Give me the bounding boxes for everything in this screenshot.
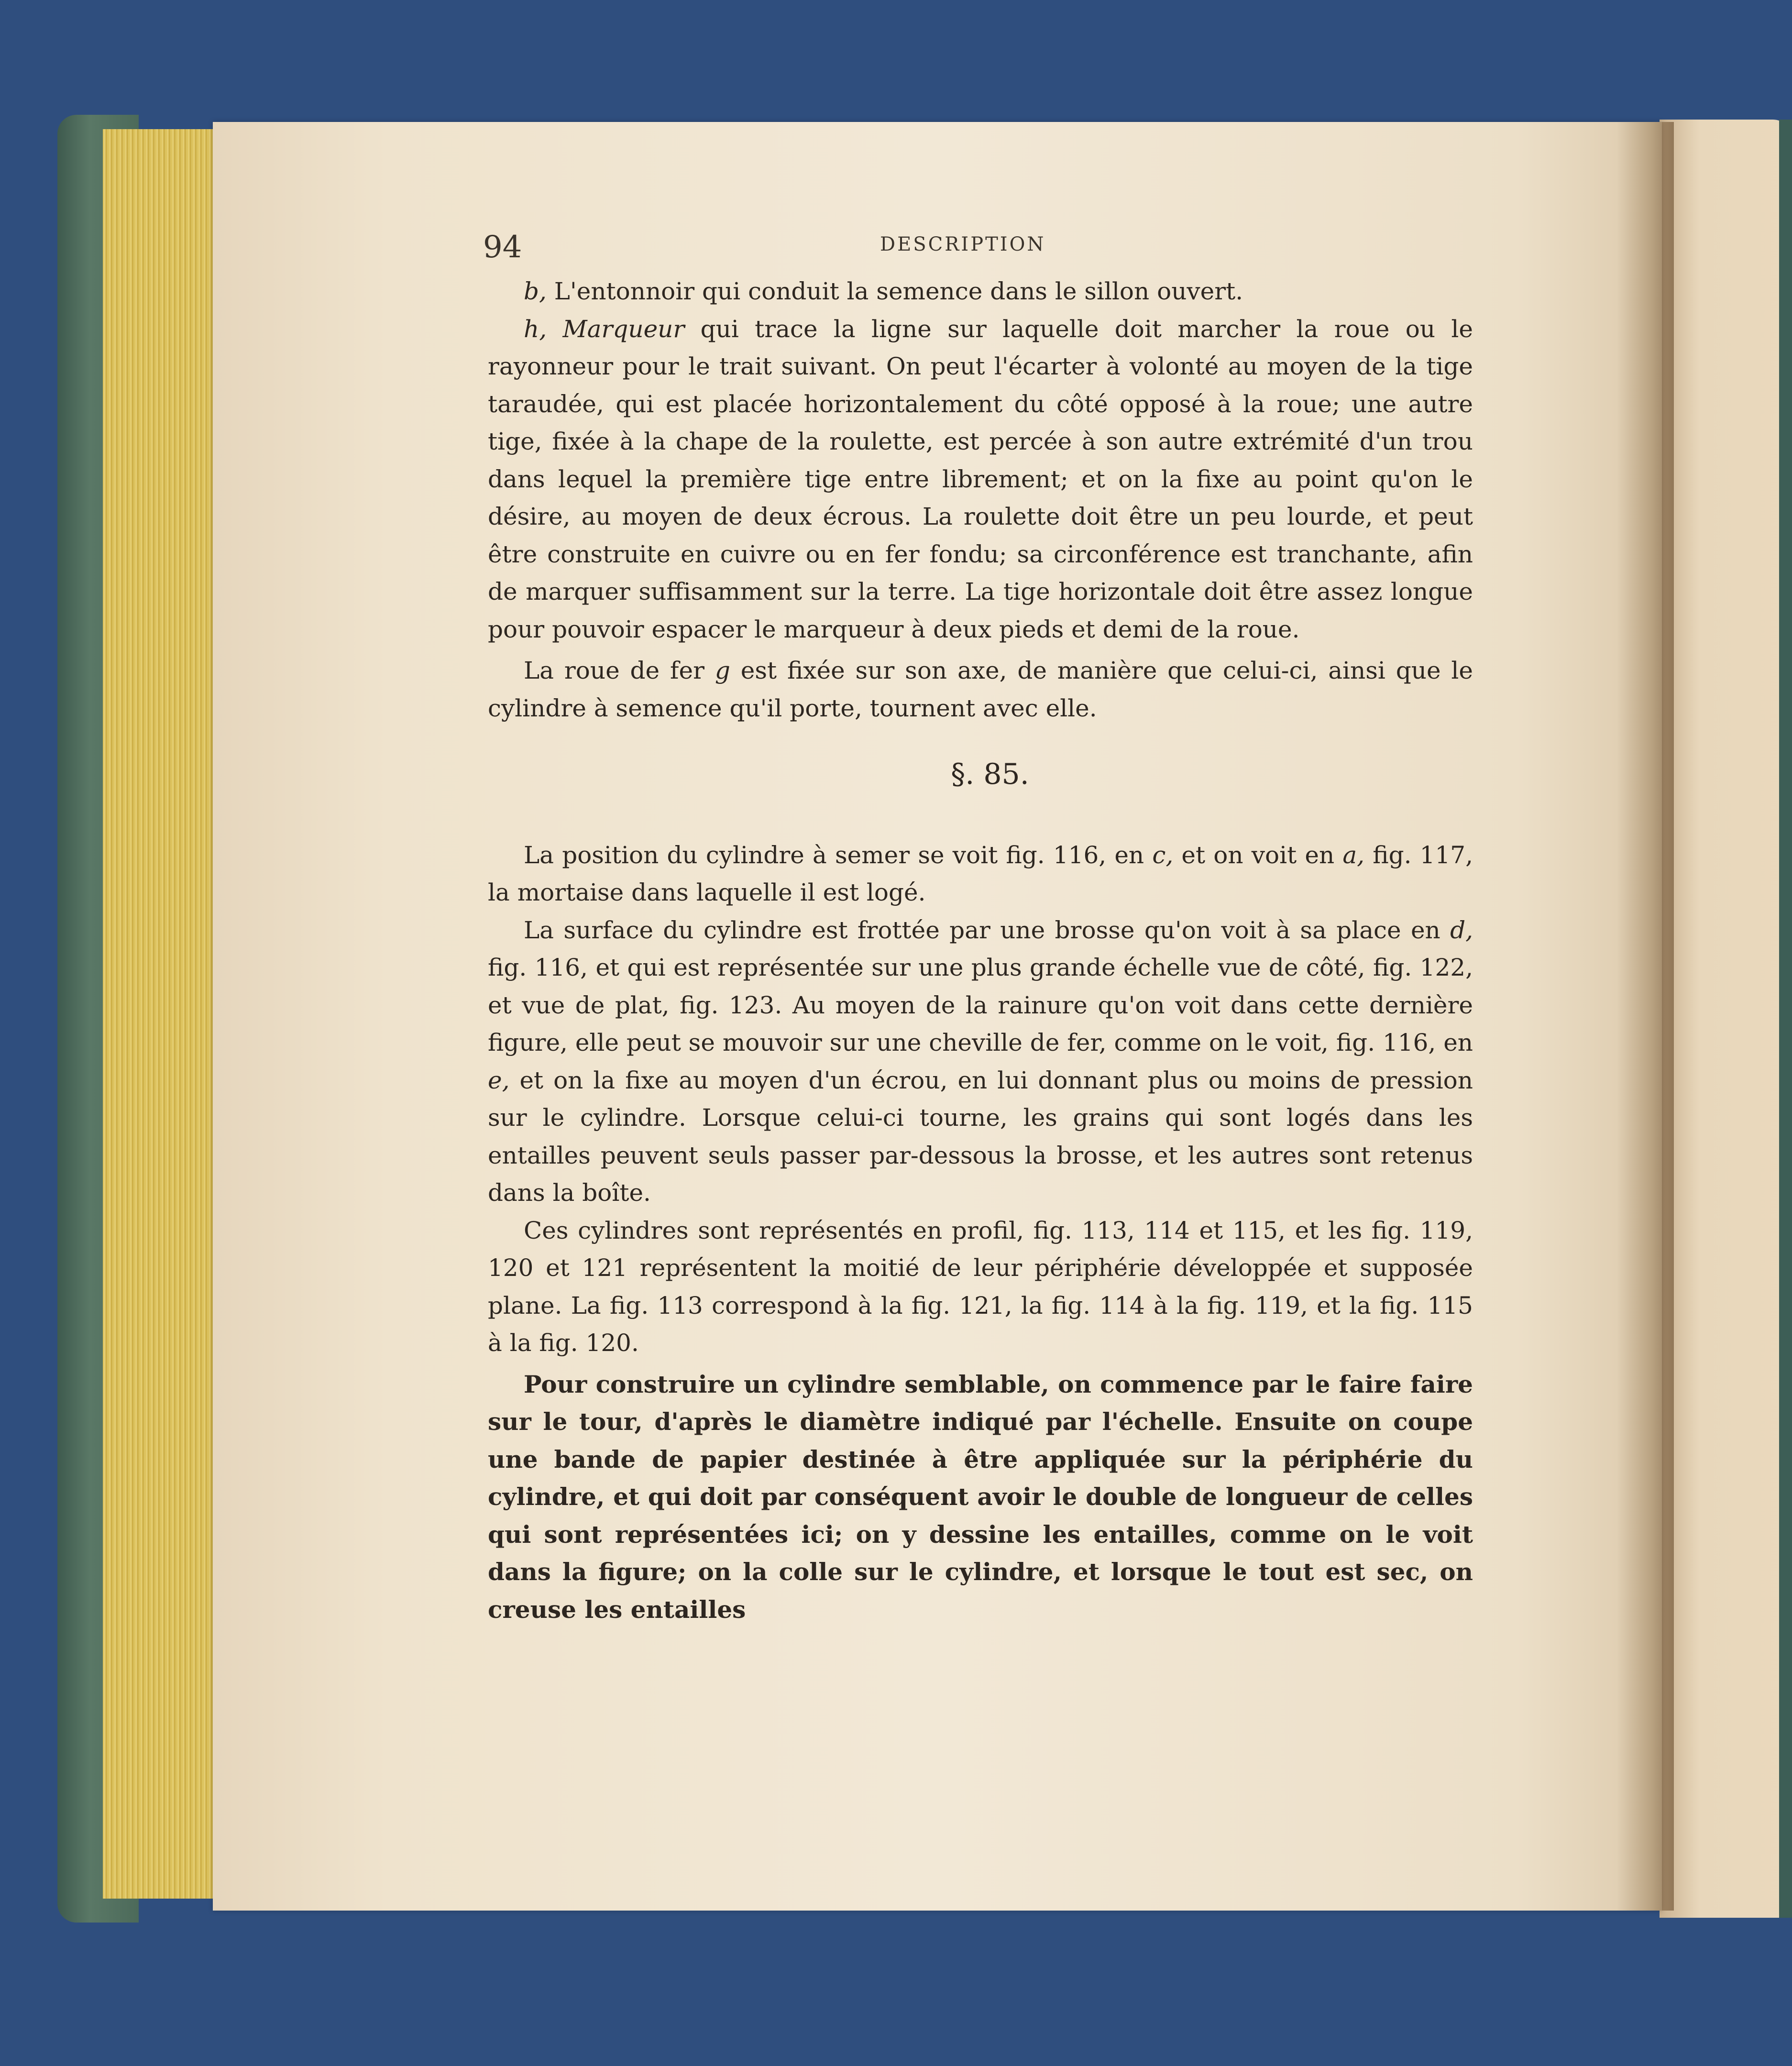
- page-gutter-shadow: [1616, 122, 1674, 1911]
- paragraph-h: [488, 310, 1473, 648]
- paragraph-cylindres: Ces cylindres sont représentés en profil, fig. 113, 114 et 115, et les fig. 119, 120 et 121 représentent la moitié de leur périphérie développée et supposée plane. La fig. 113 correspond à la fig. 121, la fig. 114 à la fig. 119, et la fig. 115 à la fig. 120.: [488, 1216, 1473, 1357]
- paragraph-roue-text-a: La roue de fer: [524, 657, 715, 684]
- paragraph-roue: [488, 652, 1473, 727]
- paragraph-b-text: L'entonnoir qui conduit la semence dans le sillon ouvert.: [546, 277, 1243, 305]
- section-heading: §. 85.: [951, 758, 1029, 791]
- item-letter-e: e,: [488, 1066, 510, 1094]
- item-letter-g: g: [715, 657, 730, 684]
- running-head: [483, 230, 1143, 268]
- item-letter-a: a,: [1342, 841, 1365, 869]
- paragraph-position-text-c: fig. 117, la mortaise dans laquelle il est logé.: [488, 841, 1473, 906]
- paragraph-surface-text-c: et on la fixe au moyen d'un écrou, en lui donnant plus ou moins de pression sur le cylindre. Lorsque celui-ci tourne, les grains qui sont logés dans les entailles peuvent seuls passer par-dessous la brosse, et les autres sont retenus dans la boîte.: [488, 1066, 1473, 1207]
- paragraph-surface-text-b: fig. 116, et qui est représentée sur une plus grande échelle vue de côté, fig. 122, et vue de plat, fig. 123. Au moyen de la rainure qu'on voit dans cette dernière figure, elle peut se mouvoir sur une cheville de fer, comme on le voit, fig. 116, en: [488, 954, 1473, 1056]
- page-body-text: [488, 273, 1473, 1628]
- item-letter-h: h,: [524, 315, 547, 343]
- paragraph-position-text-a: La position du cylindre à semer se voit fig. 116, en: [524, 841, 1153, 869]
- paragraph-surface-text-a: La surface du cylindre est frottée par une brosse qu'on voit à sa place en: [524, 916, 1451, 944]
- page-edges: [103, 129, 218, 1899]
- running-head-title: DESCRIPTION: [880, 233, 1046, 255]
- book-cover-right-edge: [1779, 120, 1792, 1918]
- paragraph-surface: [488, 912, 1473, 1212]
- paragraph-construire: Pour construire un cylindre semblable, on commence par le faire faire sur le tour, d'après le diamètre indiqué par l'échelle. Ensuite on coupe une bande de papier destinée à être appliquée sur la périphérie du cylindre, et qui doit par conséquent avoir le double de longueur de celles qui sont représentées ici; on y dessine les entailles, comme on le voit dans la figure; on la colle sur le cylindre, et lorsque le tout est sec, on creuse les entailles: [488, 1370, 1473, 1624]
- paragraph-position: [488, 836, 1473, 912]
- item-letter-d: d,: [1450, 916, 1473, 944]
- item-letter-c: c,: [1152, 841, 1174, 869]
- paragraph-b: [488, 273, 1473, 310]
- paragraph-position-text-b: et on voit en: [1173, 841, 1343, 869]
- paragraph-roue-text-b: est fixée sur son axe, de manière que celui-ci, ainsi que le cylindre à semence qu'il porte, tournent avec elle.: [488, 657, 1473, 722]
- paragraph-h-text: qui trace la ligne sur laquelle doit marcher la roue ou le rayonneur pour le trait suivant. On peut l'écarter à volonté au moyen de la tige taraudée, qui est placée horizontalement du côté opposé à la roue; une autre tige, fixée à la chape de la roulette, est percée à son autre extrémité d'un trou dans lequel la première tige entre librement; et on la fixe au point qu'on le désire, au moyen de deux écrous. La roulette doit être un peu lourde, et peut être construite en cuivre ou en fer fondu; sa circonférence est tranchante, afin de marquer suffisamment sur la terre. La tige horizontale doit être assez longue pour pouvoir espacer le marqueur à deux pieds et demi de la roue.: [488, 315, 1473, 643]
- term-marqueur: Marqueur: [562, 315, 685, 343]
- page-number: 94: [483, 230, 522, 265]
- facing-page: [1660, 120, 1792, 1918]
- item-letter-b: b,: [524, 277, 547, 305]
